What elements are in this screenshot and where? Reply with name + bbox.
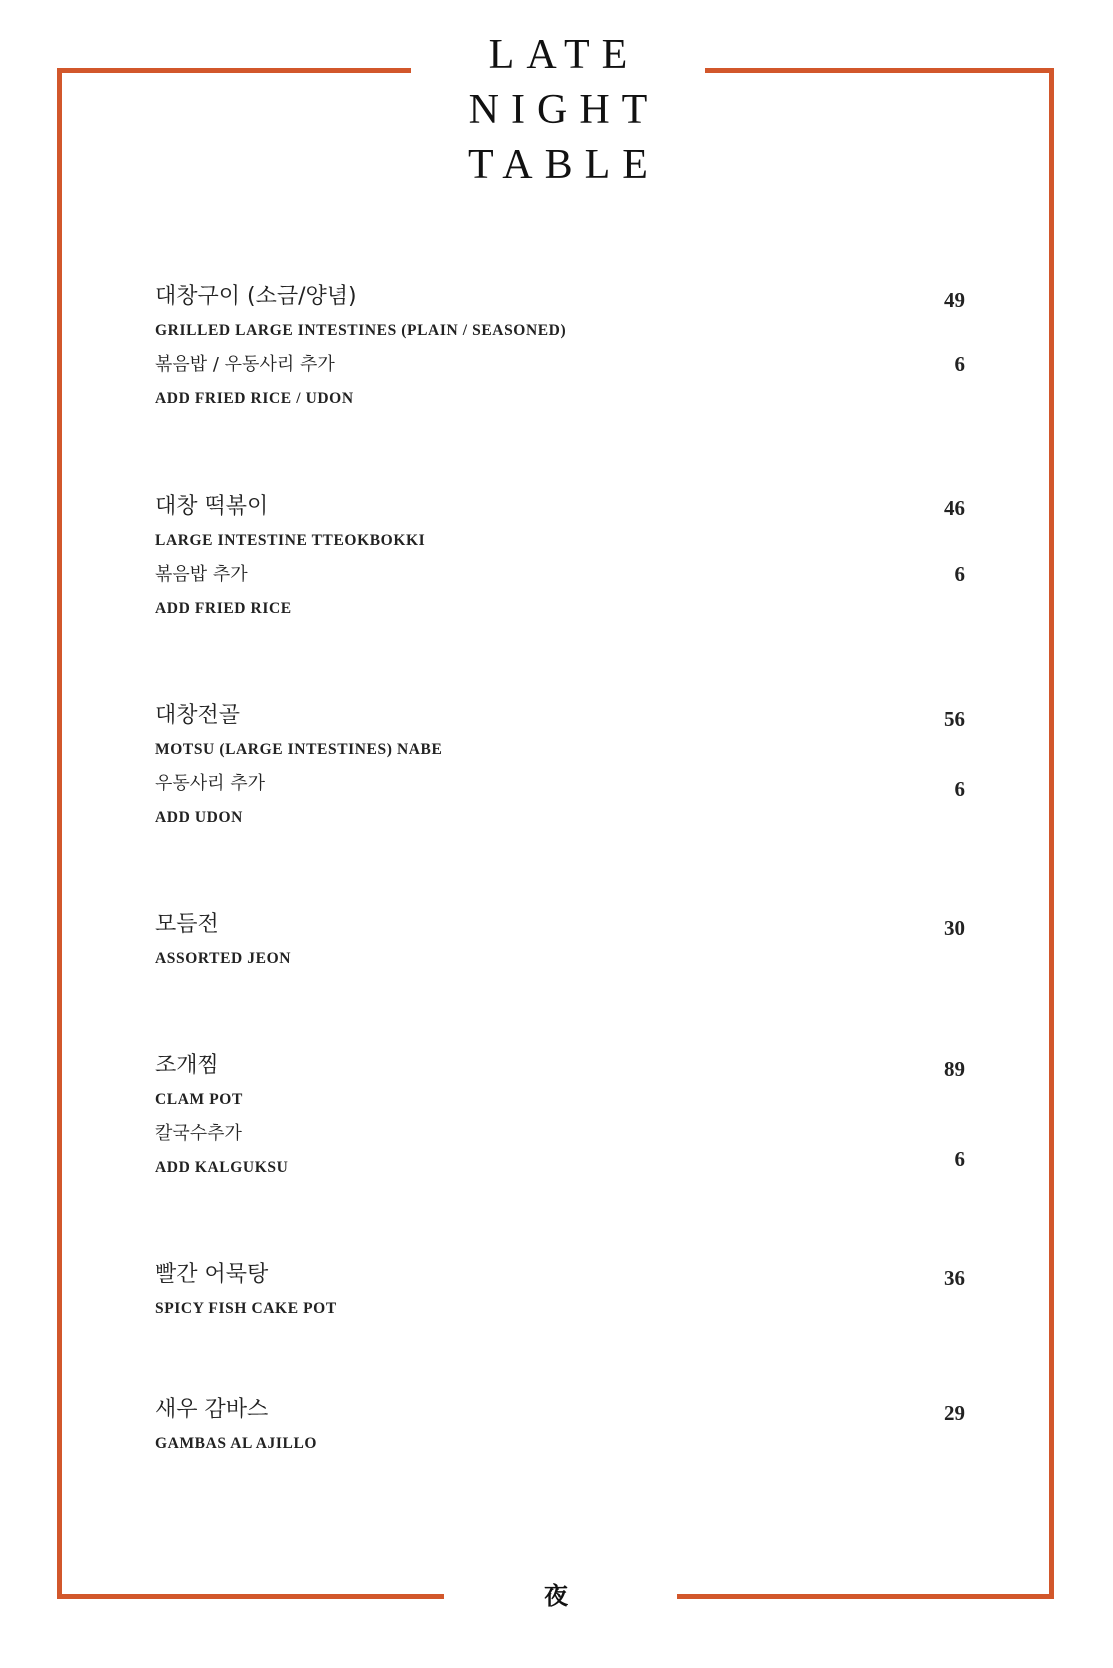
menu-item-name-en-row	[155, 733, 965, 767]
menu-addon-name-ko: 칼국수추가	[155, 1123, 242, 1144]
menu-item-price: 36	[944, 1266, 965, 1290]
menu-item	[155, 280, 965, 416]
menu-addon-name-ko: 볶음밥 / 우동사리 추가	[155, 354, 335, 375]
menu-item-name-en: ASSORTED JEON	[155, 950, 292, 967]
menu-addon-name-ko: 우동사리 추가	[155, 773, 266, 794]
frame-left	[57, 68, 62, 1599]
menu-item-name-ko: 모듬전	[155, 912, 219, 937]
menu-item-name-en-row	[155, 1083, 965, 1117]
frame-right	[1049, 68, 1054, 1599]
title-line-1: LATE	[488, 32, 640, 78]
menu-item-header	[155, 490, 965, 524]
menu-item-name-ko: 조개찜	[155, 1053, 219, 1078]
menu-item-header	[155, 280, 965, 314]
menu-item-name-en: SPICY FISH CAKE POT	[155, 1300, 337, 1317]
menu-item-name-ko: 대창전골	[155, 703, 241, 728]
menu-addon-price: 6	[954, 352, 965, 376]
menu-addon-name-en: ADD UDON	[155, 809, 243, 826]
menu-addon-row	[155, 767, 965, 801]
menu-addon-en-row	[155, 592, 965, 626]
frame-bottom-right	[677, 1594, 1054, 1599]
menu-item-name-ko: 빨간 어묵탕	[155, 1262, 269, 1287]
menu-addon-en-row	[155, 801, 965, 835]
menu-item-name-en-row	[155, 1427, 965, 1461]
menu-item-name-en-row	[155, 314, 965, 348]
frame-bottom-left	[57, 1594, 444, 1599]
menu-item	[155, 1258, 965, 1326]
menu-item-name-en-row	[155, 942, 965, 976]
menu-addon-name-en: ADD KALGUKSU	[155, 1159, 289, 1176]
menu-item-name-en: GAMBAS AL AJILLO	[155, 1435, 318, 1452]
menu-addon-name-en: ADD FRIED RICE / UDON	[155, 390, 354, 407]
menu-item	[155, 490, 965, 626]
menu-item-name-en: GRILLED LARGE INTESTINES (PLAIN / SEASONED)	[155, 322, 567, 339]
menu-item-header	[155, 1393, 965, 1427]
menu-item-price: 30	[944, 916, 965, 940]
menu-item-name-ko: 대창 떡볶이	[155, 494, 269, 519]
menu-item-name-en: CLAM POT	[155, 1091, 243, 1108]
menu-item-header	[155, 1258, 965, 1292]
menu-addon-row	[155, 558, 965, 592]
frame-top-right	[705, 68, 1054, 73]
frame-top-left	[57, 68, 411, 73]
menu-item	[155, 1049, 965, 1185]
menu-addon-price: 6	[954, 562, 965, 586]
menu-item-header	[155, 908, 965, 942]
menu-item-price: 89	[944, 1057, 965, 1081]
menu-item-header	[155, 1049, 965, 1083]
menu-item-price: 46	[944, 496, 965, 520]
menu-addon-row	[155, 348, 965, 382]
menu-item	[155, 908, 965, 976]
title-line-3: TABLE	[468, 142, 660, 188]
menu-addon-price: 6	[954, 1147, 965, 1171]
menu-addon-name-en: ADD FRIED RICE	[155, 600, 292, 617]
menu-item-price: 49	[944, 288, 965, 312]
menu-addon-name-ko: 볶음밥 추가	[155, 564, 248, 585]
title-line-2: NIGHT	[468, 87, 660, 133]
menu-item-name-en: MOTSU (LARGE INTESTINES) NABE	[155, 741, 443, 758]
menu-item-price: 56	[944, 707, 965, 731]
menu-item-name-ko: 대창구이 (소금/양념)	[155, 284, 357, 309]
menu-item-name-ko: 새우 감바스	[155, 1397, 269, 1422]
menu-title	[411, 28, 705, 193]
menu-item-header	[155, 699, 965, 733]
menu-addon-en-row	[155, 1151, 965, 1185]
menu-item-name-en-row	[155, 1292, 965, 1326]
menu-item-name-en: LARGE INTESTINE TTEOKBOKKI	[155, 532, 426, 549]
menu-addon-en-row	[155, 382, 965, 416]
menu-item	[155, 1393, 965, 1461]
menu-addon-price: 6	[954, 777, 965, 801]
menu-item-name-en-row	[155, 524, 965, 558]
menu-item-price: 29	[944, 1401, 965, 1425]
footer-glyph: 夜	[544, 1582, 568, 1610]
menu-item	[155, 699, 965, 835]
